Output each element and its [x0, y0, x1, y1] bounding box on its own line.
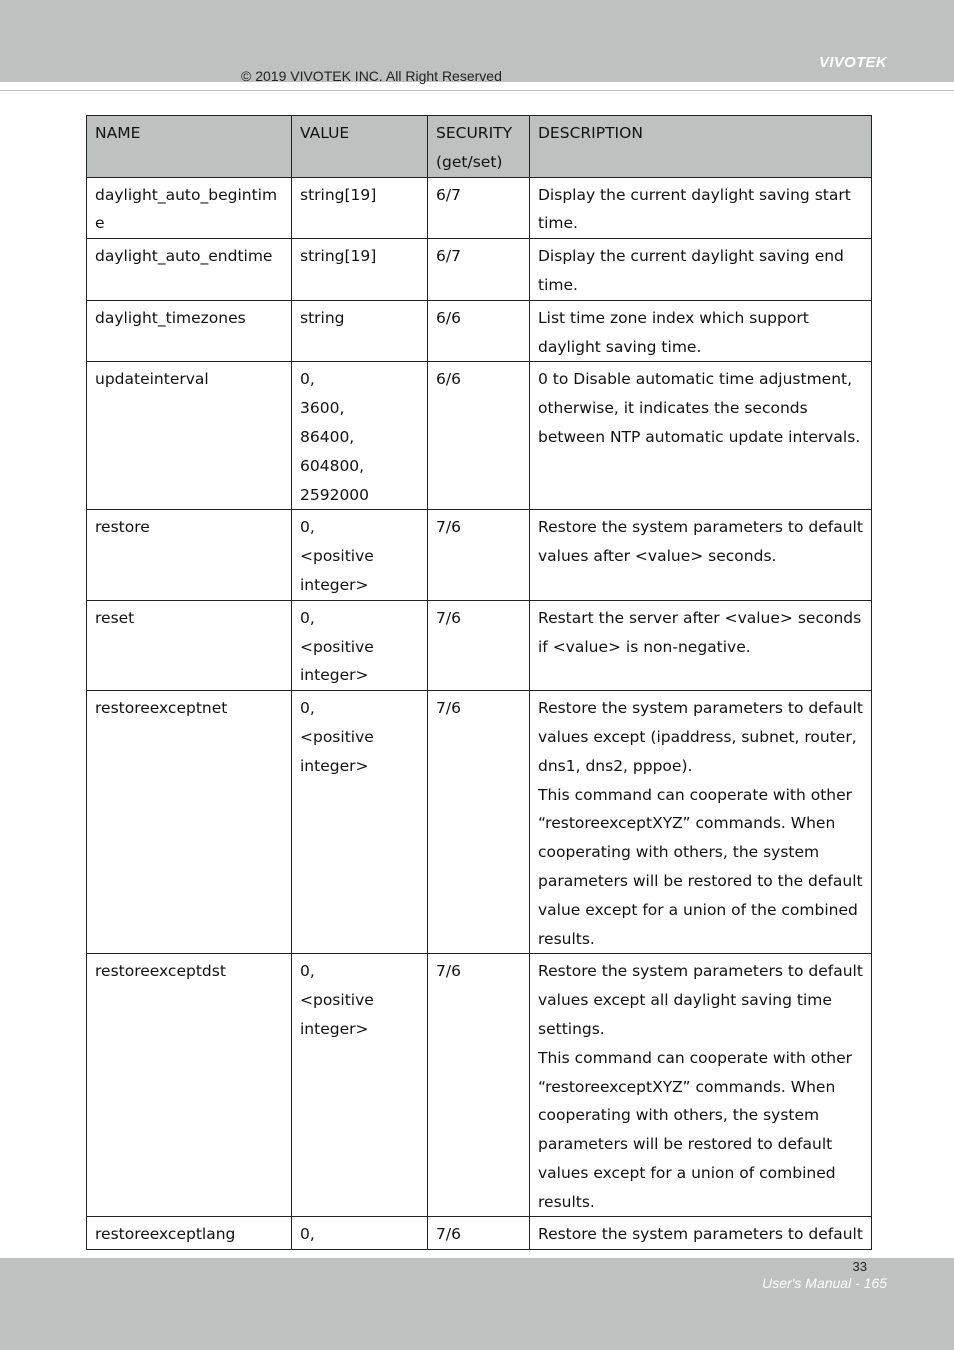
description-paragraph: Display the current daylight saving end time.	[538, 247, 844, 294]
parameter-table	[86, 115, 872, 1250]
description-paragraph: This command can cooperate with other “restoreexceptXYZ” commands. When cooperating with others, the system parameters will be restored to the default value except for a union of the combined results.	[538, 785, 863, 948]
cell-param-value: 0, <positive integer>	[292, 510, 428, 600]
cell-param-security: 6/7	[428, 239, 530, 301]
cell-param-name: daylight_timezones	[87, 300, 292, 362]
cell-param-description	[530, 1217, 872, 1250]
copyright-notice: © 2019 VIVOTEK INC. All Right Reserved	[241, 68, 502, 84]
description-paragraph: Restart the server after <value> seconds if <value> is non-negative.	[538, 608, 862, 656]
cell-param-description	[530, 600, 872, 690]
table-header-row	[87, 116, 872, 178]
table-row	[87, 1217, 872, 1250]
table-row	[87, 600, 872, 690]
cell-param-security: 7/6	[428, 954, 530, 1217]
description-paragraph: Restore the system parameters to default values except all daylight saving time settings.	[538, 962, 863, 1038]
column-header-description: DESCRIPTION	[530, 116, 872, 178]
cell-param-name: daylight_auto_begintime	[87, 177, 292, 239]
cell-param-value: 0, 3600, 86400, 604800, 2592000	[292, 362, 428, 510]
cell-param-value: string[19]	[292, 177, 428, 239]
cell-param-name: restore	[87, 510, 292, 600]
cell-param-value: 0,	[292, 1217, 428, 1250]
description-paragraph: Restore the system parameters to default values except (ipaddress, subnet, router, dns1, dns2, pppoe).	[538, 699, 863, 775]
header-divider	[0, 90, 954, 91]
cell-param-security: 6/6	[428, 300, 530, 362]
cell-param-security: 7/6	[428, 1217, 530, 1250]
cell-param-name: restoreexceptlang	[87, 1217, 292, 1250]
description-paragraph: 0 to Disable automatic time adjustment, otherwise, it indicates the seconds between NTP automatic update intervals.	[538, 370, 861, 446]
cell-param-description	[530, 300, 872, 362]
cell-param-security: 7/6	[428, 600, 530, 690]
cell-param-description	[530, 239, 872, 301]
page-number: 33	[852, 1259, 867, 1274]
cell-param-name: restoreexceptdst	[87, 954, 292, 1217]
cell-param-security: 6/7	[428, 177, 530, 239]
cell-param-value: 0, <positive integer>	[292, 954, 428, 1217]
cell-param-name: reset	[87, 600, 292, 690]
cell-param-name: restoreexceptnet	[87, 691, 292, 954]
description-paragraph: List time zone index which support daylight saving time.	[538, 308, 809, 356]
description-paragraph: Restore the system parameters to default	[538, 1225, 863, 1244]
footer-band	[0, 1258, 954, 1350]
cell-param-value: 0, <positive integer>	[292, 600, 428, 690]
column-header-value: VALUE	[292, 116, 428, 178]
column-header-security: SECURITY (get/set)	[428, 116, 530, 178]
cell-param-name: updateinterval	[87, 362, 292, 510]
brand-logo-text: VIVOTEK	[819, 54, 887, 71]
column-header-name: NAME	[87, 116, 292, 178]
cell-param-description	[530, 362, 872, 510]
table-row	[87, 362, 872, 510]
cell-param-name: daylight_auto_endtime	[87, 239, 292, 301]
cell-param-description	[530, 510, 872, 600]
cell-param-security: 7/6	[428, 510, 530, 600]
table-row	[87, 691, 872, 954]
description-paragraph: This command can cooperate with other “restoreexceptXYZ” commands. When cooperating with others, the system parameters will be restored to default values except for a union of combined results.	[538, 1048, 853, 1211]
description-paragraph: Display the current daylight saving start time.	[538, 185, 851, 233]
cell-param-security: 7/6	[428, 691, 530, 954]
table-row	[87, 177, 872, 239]
table-row	[87, 300, 872, 362]
manual-page-label: User's Manual - 165	[762, 1275, 887, 1291]
table-row	[87, 239, 872, 301]
description-paragraph: Restore the system parameters to default values after <value> seconds.	[538, 518, 863, 566]
cell-param-description	[530, 177, 872, 239]
cell-param-description	[530, 691, 872, 954]
table-body	[87, 177, 872, 1250]
cell-param-value: string	[292, 300, 428, 362]
cell-param-security: 6/6	[428, 362, 530, 510]
table-row	[87, 954, 872, 1217]
cell-param-value: string[19]	[292, 239, 428, 301]
table-row	[87, 510, 872, 600]
cell-param-description	[530, 954, 872, 1217]
cell-param-value: 0, <positive integer>	[292, 691, 428, 954]
